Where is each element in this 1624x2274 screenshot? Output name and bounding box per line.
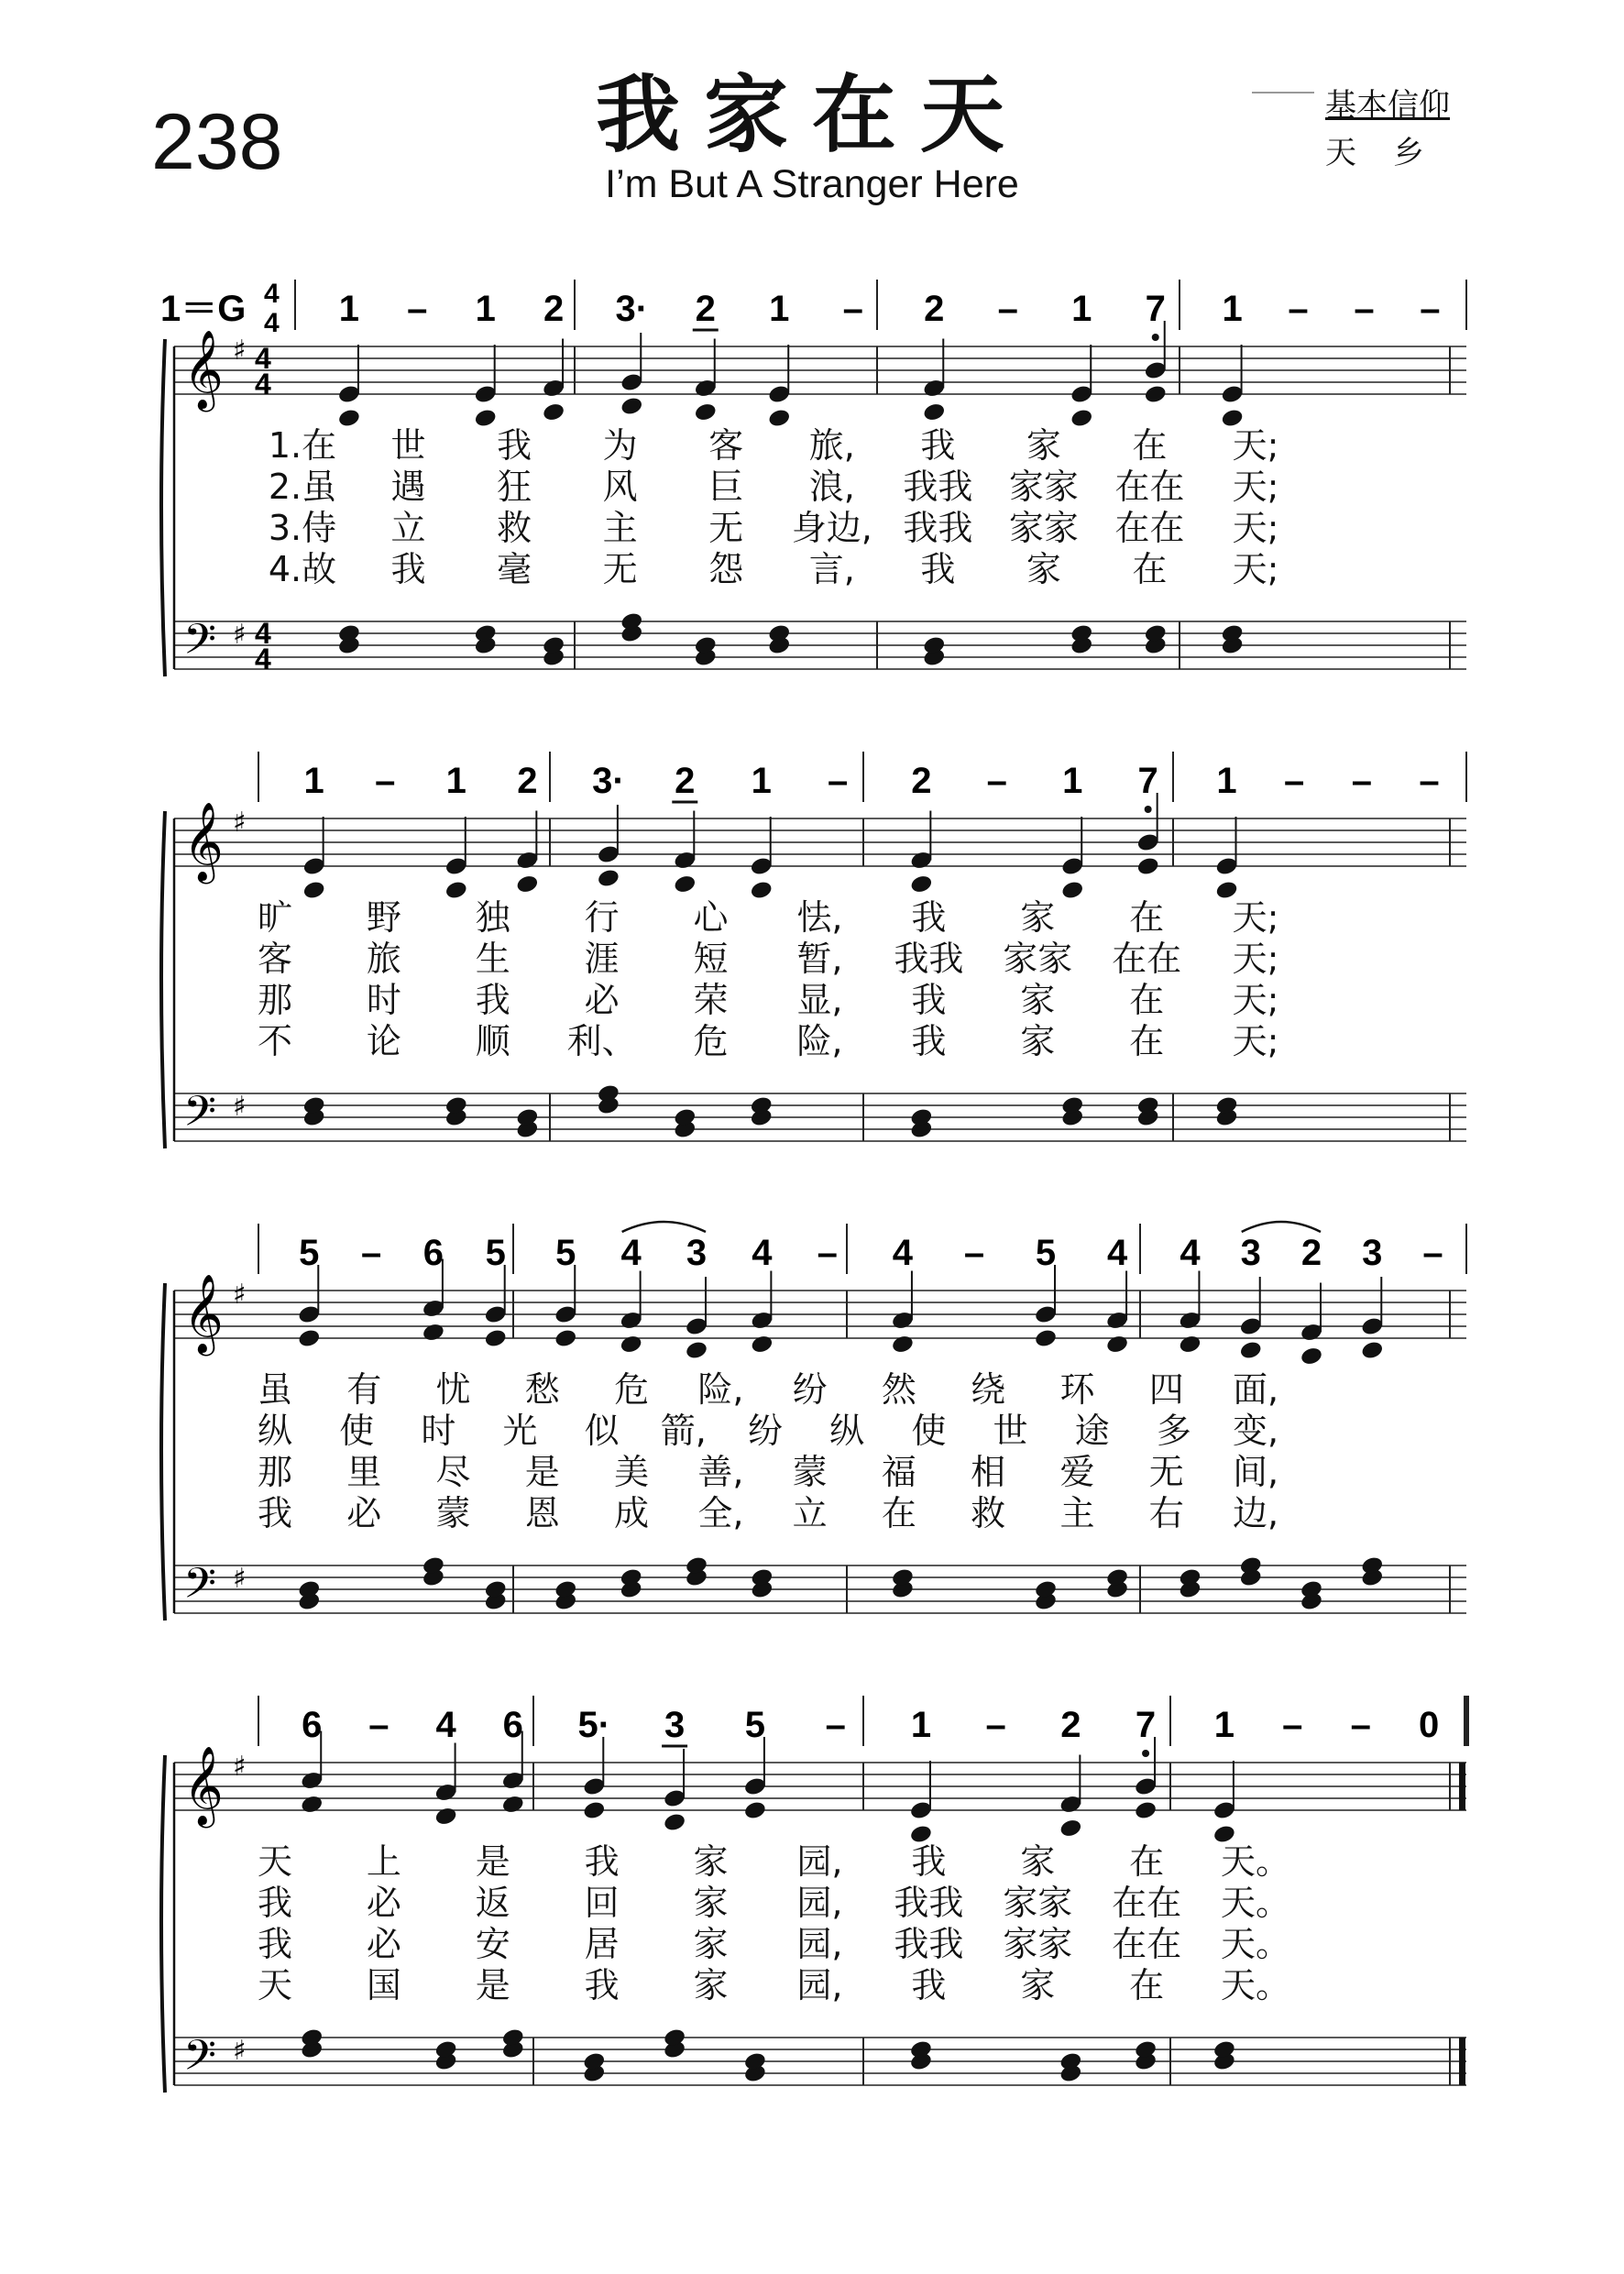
jianpu-note: – bbox=[986, 761, 1007, 801]
lyric-syllable: 生 bbox=[475, 939, 510, 979]
jianpu-note: 2 bbox=[911, 761, 932, 801]
lyric-syllable: 无 bbox=[602, 549, 638, 589]
lyric-syllable: 立 bbox=[390, 508, 426, 548]
lyric-syllable: 天; bbox=[1232, 425, 1279, 466]
lyric-syllable: 巨 bbox=[708, 467, 744, 507]
lyric-syllable: 危 bbox=[614, 1369, 650, 1410]
jianpu-note: – bbox=[1420, 289, 1441, 329]
lyric-syllable: 家 bbox=[1020, 897, 1056, 938]
lyric-syllable: 世 bbox=[993, 1411, 1028, 1451]
lyric-syllable: 我 bbox=[911, 1841, 947, 1882]
jianpu-note: 5 bbox=[485, 1233, 506, 1273]
bass-clef-icon: 𝄢 bbox=[183, 1087, 217, 1147]
lyric-syllable: 必 bbox=[346, 1493, 382, 1533]
jianpu-note: – bbox=[1282, 1705, 1303, 1745]
lyric-syllable: 荣 bbox=[693, 980, 729, 1020]
lyric-syllable: 我 bbox=[584, 1965, 620, 2005]
jianpu-note: – bbox=[368, 1705, 390, 1745]
lyric-syllable: 环 bbox=[1059, 1369, 1095, 1410]
jianpu-note: 4 bbox=[1180, 1233, 1201, 1273]
jianpu-note: – bbox=[1354, 289, 1375, 329]
lyric-syllable: 利、 bbox=[566, 1021, 637, 1061]
jianpu-note: 4 bbox=[892, 1233, 914, 1273]
lyric-syllable: 纷 bbox=[747, 1411, 784, 1451]
jianpu-note: 2 bbox=[1300, 1233, 1322, 1273]
sharp-key-icon: ♯ bbox=[233, 1091, 247, 1123]
treble-clef-icon: 𝄞 bbox=[183, 1274, 224, 1353]
lyric-syllable: 显, bbox=[796, 980, 843, 1020]
jianpu-note: 0 bbox=[1418, 1705, 1440, 1745]
lyric-syllable: 虽 bbox=[257, 1369, 293, 1410]
lyric-syllable: 毫 bbox=[497, 549, 532, 589]
jianpu-note: 4 bbox=[435, 1705, 456, 1745]
lyric-syllable: 在 bbox=[1132, 425, 1168, 466]
jianpu-note: 1 bbox=[338, 289, 360, 329]
lyric-syllable: 天; bbox=[1232, 939, 1279, 979]
lyric-syllable: 间, bbox=[1232, 1452, 1279, 1492]
lyric-syllable: 天; bbox=[1232, 549, 1279, 589]
lyric-syllable: 我 bbox=[911, 980, 947, 1020]
lyric-syllable: 暂, bbox=[796, 939, 843, 979]
jianpu-note: 2 bbox=[695, 289, 716, 329]
lyric-syllable: 园, bbox=[796, 1841, 843, 1882]
lyric-syllable: 天; bbox=[1232, 1021, 1279, 1061]
lyric-syllable: 我 bbox=[390, 549, 426, 589]
lyric-syllable: 纷 bbox=[792, 1369, 828, 1410]
lyric-syllable: 然 bbox=[881, 1369, 916, 1410]
jianpu-note: 1 bbox=[1216, 761, 1237, 801]
lyric-syllable: 怨 bbox=[708, 549, 744, 589]
lyric-syllable: 我 bbox=[911, 897, 947, 938]
lyric-syllable: 爱 bbox=[1059, 1452, 1095, 1492]
lyric-syllable: 使 bbox=[911, 1411, 947, 1451]
lyric-syllable: 主 bbox=[1059, 1493, 1095, 1533]
lyric-syllable: 安 bbox=[475, 1924, 510, 1964]
lyric-syllable: 天; bbox=[1232, 980, 1279, 1020]
jianpu-note: – bbox=[1422, 1233, 1443, 1273]
lyric-syllable: 时 bbox=[366, 980, 401, 1020]
jianpu-note: 1 bbox=[751, 761, 772, 801]
hymn-number: 238 bbox=[151, 98, 283, 186]
lyric-syllable: 救 bbox=[497, 508, 532, 548]
lyric-syllable: 世 bbox=[390, 425, 426, 466]
lyric-syllable: 国 bbox=[366, 1965, 401, 2005]
lyric-syllable: 我 bbox=[497, 425, 532, 466]
lyric-syllable: 我 bbox=[257, 1924, 293, 1964]
lyric-syllable: 浪, bbox=[808, 467, 855, 507]
lyric-syllable: 天; bbox=[1232, 467, 1279, 507]
hymn-title-chinese: 我家在天 bbox=[595, 66, 1028, 164]
lyric-syllable: 善, bbox=[697, 1452, 744, 1492]
lyric-syllable: 遇 bbox=[390, 467, 426, 507]
jianpu-note: – bbox=[985, 1705, 1006, 1745]
lyric-syllable: 成 bbox=[614, 1493, 650, 1533]
sharp-key-icon: ♯ bbox=[233, 2035, 247, 2067]
lyric-syllable: 野 bbox=[366, 897, 401, 938]
lyric-syllable: 我我 bbox=[903, 467, 973, 507]
lyric-syllable: 蒙 bbox=[435, 1493, 471, 1533]
staff-time-bottom: 4 bbox=[255, 643, 271, 676]
key-signature-label: 1＝G bbox=[160, 289, 247, 329]
jianpu-note: 7 bbox=[1135, 1705, 1157, 1745]
jianpu-note: 1 bbox=[1062, 761, 1083, 801]
lyric-syllable: 2.虽 bbox=[268, 467, 337, 507]
lyric-syllable: 在 bbox=[881, 1493, 916, 1533]
lyric-syllable: 家家 bbox=[1003, 1924, 1073, 1964]
jianpu-note: 1 bbox=[1071, 289, 1092, 329]
jianpu-note: 1 bbox=[769, 289, 790, 329]
lyric-syllable: 右 bbox=[1148, 1493, 1184, 1533]
lyric-syllable: 家 bbox=[1020, 1021, 1056, 1061]
lyric-syllable: 我 bbox=[920, 549, 956, 589]
jianpu-note: 3 bbox=[1362, 1233, 1383, 1273]
lyric-syllable: 狂 bbox=[497, 467, 532, 507]
lyric-syllable: 必 bbox=[366, 1883, 401, 1923]
lyric-syllable: 家家 bbox=[1003, 1883, 1073, 1923]
lyric-syllable: 旷 bbox=[257, 897, 293, 938]
bass-clef-icon: 𝄢 bbox=[183, 1559, 217, 1619]
lyric-syllable: 家 bbox=[693, 1924, 729, 1964]
lyric-syllable: 我 bbox=[475, 980, 510, 1020]
lyric-syllable: 客 bbox=[708, 425, 744, 466]
lyric-syllable: 蒙 bbox=[792, 1452, 828, 1492]
lyric-syllable: 纵 bbox=[829, 1411, 865, 1451]
lyric-syllable: 园, bbox=[796, 1924, 843, 1964]
lyric-syllable: 绕 bbox=[971, 1369, 1006, 1410]
lyric-syllable: 怯, bbox=[796, 897, 843, 938]
sharp-key-icon: ♯ bbox=[233, 807, 247, 839]
jianpu-note: – bbox=[1350, 1705, 1371, 1745]
lyric-syllable: 家 bbox=[1020, 1965, 1056, 2005]
jianpu-note: 3· bbox=[592, 761, 625, 801]
bass-clef-icon: 𝄢 bbox=[183, 2031, 217, 2091]
staff-time-top: 4 bbox=[255, 617, 271, 650]
lyric-syllable: 我我 bbox=[894, 1924, 964, 1964]
lyric-syllable: 忧 bbox=[435, 1369, 471, 1410]
jianpu-note: 3 bbox=[686, 1233, 708, 1273]
lyric-syllable: 在 bbox=[1129, 1965, 1165, 2005]
staff-time-bottom: 4 bbox=[255, 368, 271, 401]
sharp-key-icon: ♯ bbox=[233, 1563, 247, 1595]
lyric-syllable: 身边, bbox=[791, 508, 872, 548]
lyric-syllable: 在在 bbox=[1114, 467, 1185, 507]
lyric-syllable: 不 bbox=[257, 1021, 293, 1061]
sharp-key-icon: ♯ bbox=[233, 335, 247, 367]
lyric-syllable: 在 bbox=[1129, 897, 1165, 938]
lyric-syllable: 在在 bbox=[1112, 939, 1182, 979]
lyric-syllable: 家家 bbox=[1008, 508, 1079, 548]
lyric-syllable: 在 bbox=[1129, 1021, 1165, 1061]
jianpu-note: 1 bbox=[1213, 1705, 1235, 1745]
jianpu-note: 2 bbox=[517, 761, 538, 801]
jianpu-note: – bbox=[842, 289, 863, 329]
jianpu-note: – bbox=[963, 1233, 985, 1273]
lyric-syllable: 无 bbox=[1148, 1452, 1184, 1492]
lyric-syllable: 为 bbox=[602, 425, 638, 466]
treble-clef-icon: 𝄞 bbox=[183, 1746, 224, 1825]
lyric-syllable: 主 bbox=[602, 508, 638, 548]
jianpu-note: 5 bbox=[555, 1233, 576, 1273]
lyric-syllable: 无 bbox=[708, 508, 744, 548]
lyric-syllable: 在在 bbox=[1114, 508, 1185, 548]
subcategory-label: 天乡 bbox=[1325, 135, 1461, 171]
sharp-key-icon: ♯ bbox=[233, 619, 247, 651]
jianpu-note: 1 bbox=[1222, 289, 1243, 329]
lyric-syllable: 时 bbox=[421, 1411, 456, 1451]
lyric-syllable: 家 bbox=[693, 1841, 729, 1882]
lyric-syllable: 在 bbox=[1132, 549, 1168, 589]
lyric-syllable: 论 bbox=[366, 1021, 401, 1061]
lyric-syllable: 美 bbox=[614, 1452, 650, 1492]
jianpu-note: 5· bbox=[577, 1705, 611, 1745]
lyric-syllable: 园, bbox=[796, 1883, 843, 1923]
jianpu-note: 1 bbox=[910, 1705, 932, 1745]
lyric-syllable: 行 bbox=[584, 897, 620, 938]
lyric-syllable: 那 bbox=[257, 1452, 293, 1492]
jianpu-note: 5 bbox=[744, 1705, 766, 1745]
lyric-syllable: 我我 bbox=[903, 508, 973, 548]
lyric-syllable: 家 bbox=[1020, 1841, 1056, 1882]
lyric-syllable: 天。 bbox=[1220, 1924, 1291, 1964]
lyric-syllable: 天。 bbox=[1220, 1883, 1291, 1923]
sharp-key-icon: ♯ bbox=[233, 1751, 247, 1783]
jianpu-note: 6 bbox=[302, 1705, 323, 1745]
lyric-syllable: 在在 bbox=[1112, 1883, 1182, 1923]
lyric-syllable: 独 bbox=[475, 897, 510, 938]
staff-time-top: 4 bbox=[255, 342, 271, 375]
lyric-syllable: 里 bbox=[346, 1452, 382, 1492]
lyric-syllable: 光 bbox=[502, 1411, 538, 1451]
jianpu-note: 1 bbox=[445, 761, 466, 801]
bass-clef-icon: 𝄢 bbox=[183, 615, 217, 675]
lyric-syllable: 天 bbox=[257, 1965, 293, 2005]
time-signature-bottom: 4 bbox=[264, 308, 280, 338]
lyric-syllable: 必 bbox=[366, 1924, 401, 1964]
lyric-syllable: 危 bbox=[693, 1021, 729, 1061]
lyric-syllable: 必 bbox=[584, 980, 620, 1020]
lyric-syllable: 我 bbox=[257, 1883, 293, 1923]
jianpu-note: 3 bbox=[1240, 1233, 1261, 1273]
lyric-syllable: 是 bbox=[475, 1965, 510, 2005]
lyric-syllable: 险, bbox=[796, 1021, 843, 1061]
jianpu-note: – bbox=[825, 1705, 846, 1745]
lyric-syllable: 救 bbox=[971, 1493, 1006, 1533]
lyric-syllable: 有 bbox=[346, 1369, 382, 1410]
lyric-syllable: 面, bbox=[1232, 1369, 1279, 1410]
lyric-syllable: 回 bbox=[584, 1883, 620, 1923]
jianpu-note: – bbox=[360, 1233, 382, 1273]
lyric-syllable: 边, bbox=[1232, 1493, 1279, 1533]
lyric-syllable: 多 bbox=[1156, 1411, 1191, 1451]
lyric-syllable: 恩 bbox=[524, 1493, 560, 1533]
lyric-syllable: 尽 bbox=[435, 1452, 471, 1492]
jianpu-note: – bbox=[997, 289, 1018, 329]
lyric-syllable: 家 bbox=[1020, 980, 1056, 1020]
lyric-syllable: 途 bbox=[1074, 1411, 1110, 1451]
lyric-syllable: 四 bbox=[1148, 1369, 1184, 1410]
lyric-syllable: 旅, bbox=[808, 425, 855, 466]
lyric-syllable: 家 bbox=[693, 1965, 729, 2005]
jianpu-note: – bbox=[827, 761, 849, 801]
lyric-syllable: 在 bbox=[1129, 1841, 1165, 1882]
lyric-syllable: 4.故 bbox=[268, 549, 337, 589]
jianpu-note: 2 bbox=[543, 289, 565, 329]
jianpu-note: 4 bbox=[752, 1233, 773, 1273]
lyric-syllable: 天; bbox=[1232, 508, 1279, 548]
lyric-syllable: 险, bbox=[697, 1369, 744, 1410]
jianpu-note: 2 bbox=[675, 761, 696, 801]
lyric-syllable: 我 bbox=[257, 1493, 293, 1533]
lyric-syllable: 家 bbox=[693, 1883, 729, 1923]
lyric-syllable: 我我 bbox=[894, 1883, 964, 1923]
lyric-syllable: 我我 bbox=[894, 939, 964, 979]
lyric-syllable: 风 bbox=[602, 467, 638, 507]
lyric-syllable: 家 bbox=[1026, 425, 1061, 466]
jianpu-note: – bbox=[1284, 761, 1305, 801]
lyric-syllable: 居 bbox=[584, 1924, 620, 1964]
jianpu-note: – bbox=[1419, 761, 1440, 801]
lyric-syllable: 天 bbox=[257, 1841, 293, 1882]
lyric-syllable: 家家 bbox=[1003, 939, 1073, 979]
lyric-syllable: 似 bbox=[584, 1411, 620, 1451]
lyric-syllable: 箭, bbox=[660, 1411, 707, 1451]
jianpu-note: – bbox=[375, 761, 396, 801]
lyric-syllable: 愁 bbox=[524, 1369, 560, 1410]
sharp-key-icon: ♯ bbox=[233, 1279, 247, 1311]
jianpu-note: 2 bbox=[1060, 1705, 1081, 1745]
lyric-syllable: 在 bbox=[1129, 980, 1165, 1020]
lyric-syllable: 纵 bbox=[257, 1411, 293, 1451]
hymn-title-english: I’m But A Stranger Here bbox=[605, 162, 1019, 206]
jianpu-note: 6 bbox=[502, 1705, 523, 1745]
lyric-syllable: 天。 bbox=[1220, 1841, 1291, 1882]
treble-clef-icon: 𝄞 bbox=[183, 802, 224, 881]
lyric-syllable: 天。 bbox=[1220, 1965, 1291, 2005]
lyric-syllable: 在在 bbox=[1112, 1924, 1182, 1964]
lyric-syllable: 园, bbox=[796, 1965, 843, 2005]
jianpu-note: 1 bbox=[303, 761, 324, 801]
lyric-syllable: 立 bbox=[792, 1493, 828, 1533]
jianpu-note: 6 bbox=[422, 1233, 444, 1273]
jianpu-note: 4 bbox=[620, 1233, 642, 1273]
treble-clef-icon: 𝄞 bbox=[183, 330, 224, 409]
jianpu-note: – bbox=[1288, 289, 1309, 329]
lyric-syllable: 客 bbox=[257, 939, 293, 979]
lyric-syllable: 相 bbox=[971, 1452, 1006, 1492]
lyric-syllable: 返 bbox=[475, 1883, 510, 1923]
lyric-syllable: 我 bbox=[911, 1021, 947, 1061]
lyric-syllable: 3.侍 bbox=[268, 508, 337, 548]
time-signature-top: 4 bbox=[264, 279, 280, 309]
lyric-syllable: 短 bbox=[693, 939, 729, 979]
jianpu-note: 4 bbox=[1106, 1233, 1128, 1273]
lyric-syllable: 家家 bbox=[1008, 467, 1079, 507]
jianpu-note: 3· bbox=[615, 289, 649, 329]
lyric-syllable: 天; bbox=[1232, 897, 1279, 938]
lyric-syllable: 是 bbox=[475, 1841, 510, 1882]
jianpu-note: 5 bbox=[299, 1233, 320, 1273]
lyric-syllable: 言, bbox=[808, 549, 855, 589]
lyric-syllable: 福 bbox=[881, 1452, 916, 1492]
lyric-syllable: 我 bbox=[920, 425, 956, 466]
lyric-syllable: 我 bbox=[584, 1841, 620, 1882]
jianpu-note: – bbox=[1351, 761, 1372, 801]
jianpu-note: 1 bbox=[475, 289, 496, 329]
jianpu-note: 5 bbox=[1035, 1233, 1057, 1273]
lyric-syllable: 那 bbox=[257, 980, 293, 1020]
lyric-syllable: 变, bbox=[1232, 1411, 1279, 1451]
lyric-syllable: 家 bbox=[1026, 549, 1061, 589]
jianpu-note: – bbox=[817, 1233, 838, 1273]
lyric-syllable: 旅 bbox=[366, 939, 401, 979]
jianpu-note: 3 bbox=[664, 1705, 686, 1745]
lyric-syllable: 使 bbox=[339, 1411, 375, 1451]
lyric-syllable: 上 bbox=[366, 1841, 401, 1882]
jianpu-note: 7 bbox=[1145, 289, 1166, 329]
category-label: 基本信仰 bbox=[1325, 87, 1450, 124]
lyric-syllable: 心 bbox=[693, 897, 729, 938]
jianpu-note: 7 bbox=[1137, 761, 1158, 801]
lyric-syllable: 顺 bbox=[475, 1021, 510, 1061]
jianpu-note: – bbox=[407, 289, 428, 329]
lyric-syllable: 我 bbox=[911, 1965, 947, 2005]
lyric-syllable: 涯 bbox=[584, 939, 620, 979]
lyric-syllable: 是 bbox=[524, 1452, 560, 1492]
jianpu-note: 2 bbox=[924, 289, 945, 329]
lyric-syllable: 全, bbox=[697, 1493, 744, 1533]
lyric-syllable: 1.在 bbox=[268, 425, 337, 466]
